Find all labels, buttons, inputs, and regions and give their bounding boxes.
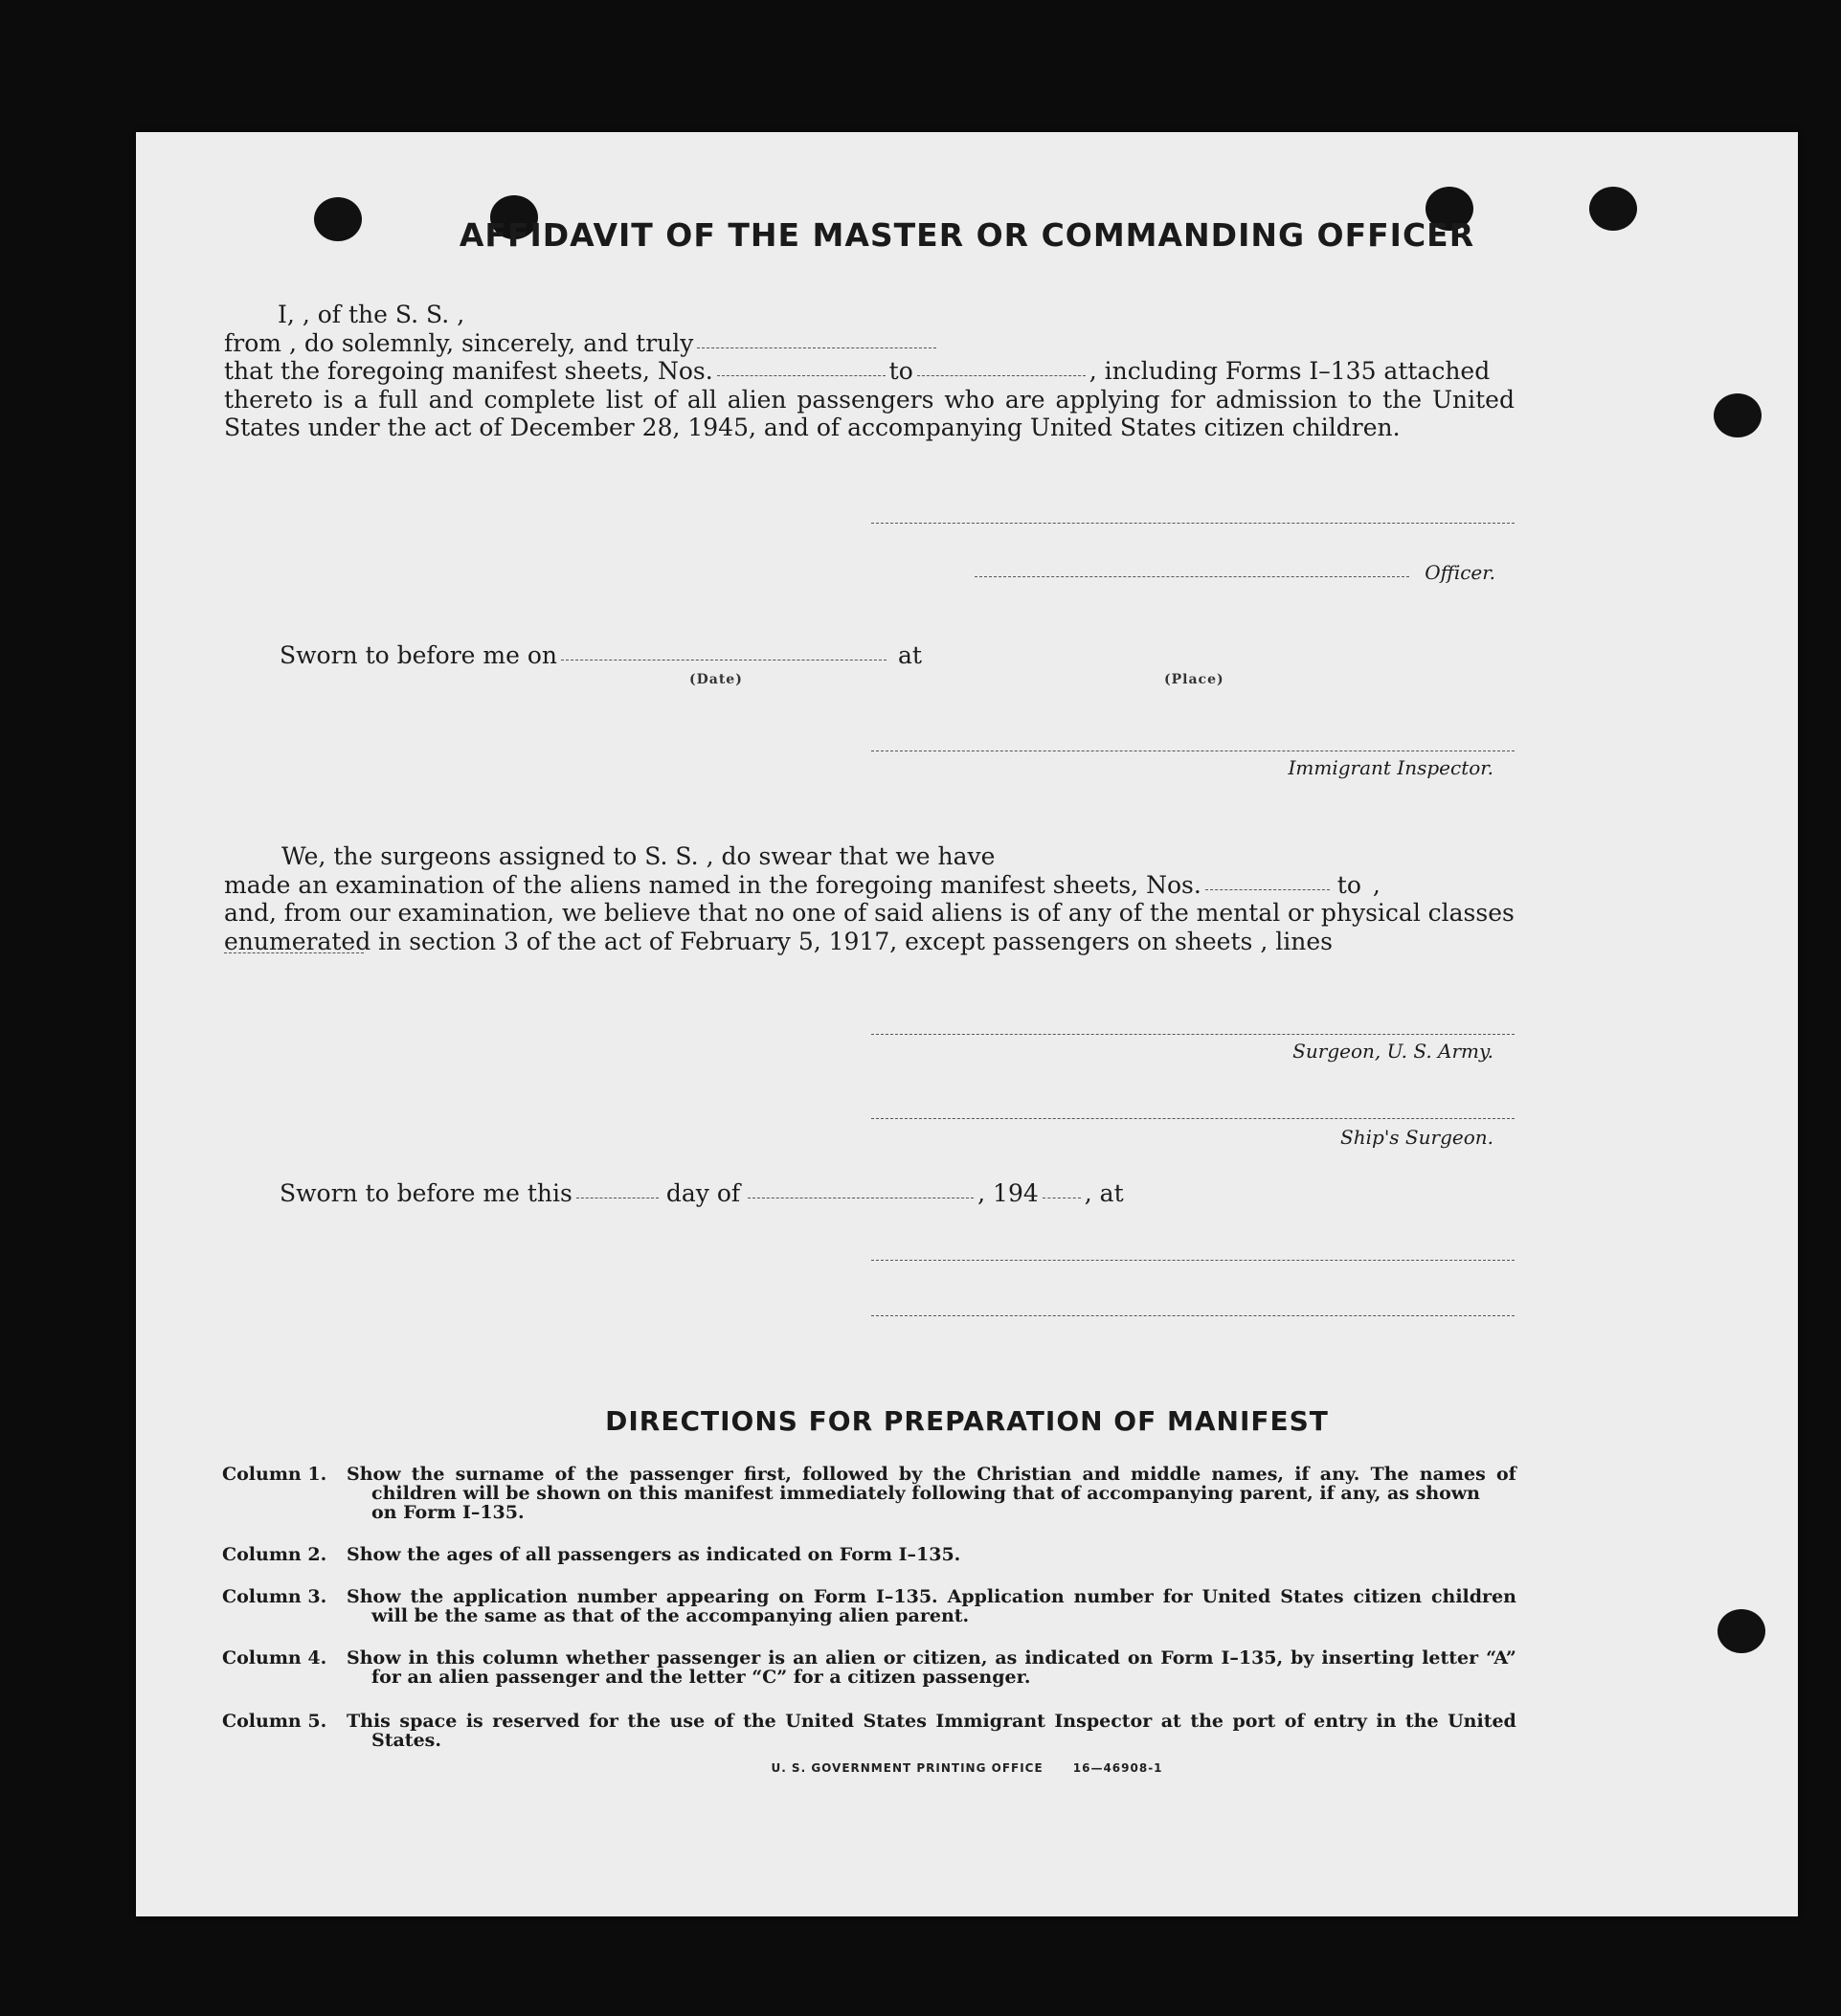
army-surgeon-label: Surgeon, U. S. Army. xyxy=(1292,1040,1493,1063)
affidavit-text: , including Forms I–135 attached xyxy=(1089,357,1491,385)
punch-hole xyxy=(1714,393,1762,437)
direction-text: on Form I–135. xyxy=(371,1502,525,1523)
affidavit-text: States under the act of December 28, 1945, and of accompanying United States citizen children. xyxy=(224,414,1401,441)
ship-surgeon-label: Ship's Surgeon. xyxy=(1340,1126,1493,1149)
oath-type-field[interactable] xyxy=(697,347,936,348)
surgeons-text: , xyxy=(1372,870,1381,899)
direction-text: will be the same as that of the accompanying alien parent. xyxy=(371,1605,970,1626)
sworn-text: , at xyxy=(1084,1179,1124,1207)
surgeons-text: We, the surgeons assigned to S. S. xyxy=(281,842,699,870)
sworn-date-field[interactable] xyxy=(561,660,887,661)
direction-text: Show the surname of the passenger first, followed by the Christian and middle names, if any. The names of xyxy=(347,1464,1516,1485)
direction-row xyxy=(222,1712,1516,1750)
except-lines-field[interactable] xyxy=(224,952,364,953)
direction-text: States. xyxy=(371,1730,441,1751)
surgeons-text: made an examination of the aliens named in the foregoing manifest sheets, Nos. xyxy=(224,870,1201,899)
signature-line[interactable] xyxy=(871,523,1515,524)
direction-row xyxy=(222,1465,1516,1522)
surgeons-text: to xyxy=(1336,870,1361,899)
direction-row xyxy=(222,1545,1516,1564)
affidavit-text: , of the S. S. xyxy=(302,301,450,328)
surgeons-text: and, from our examination, we believe that no one of said aliens is of any of the mental or physical classes xyxy=(224,899,1515,927)
direction-row xyxy=(222,1587,1516,1625)
sworn-text: day of xyxy=(665,1179,741,1207)
inspector-signature-line[interactable] xyxy=(871,750,1515,751)
place-caption: (Place) xyxy=(1164,672,1224,687)
officer-label: Officer. xyxy=(1425,561,1495,584)
sworn-text: Sworn to before me on xyxy=(280,641,558,669)
sworn-text: , 194 xyxy=(977,1179,1039,1207)
affidavit-text: from xyxy=(224,328,281,357)
surgeons-text: , lines xyxy=(1260,927,1333,955)
affidavit-text: to xyxy=(888,357,913,385)
army-surgeon-signature-line[interactable] xyxy=(871,1034,1515,1035)
direction-row xyxy=(222,1648,1516,1687)
surgeons-paragraph xyxy=(224,842,1515,956)
direction-column-label: Column 5. xyxy=(222,1711,327,1732)
direction-text: Show the application number appearing on Form I–135. Application number for United States citizen children xyxy=(347,1586,1516,1607)
direction-text: children will be shown on this manifest immediately following that of accompanying parent, if any, as shown xyxy=(371,1483,1480,1504)
officer-signature-line[interactable] xyxy=(975,576,1409,577)
affidavit-text: , xyxy=(457,301,465,328)
direction-text: Show in this column whether passenger is an alien or citizen, as indicated on Form I–135, by inserting letter “A” xyxy=(347,1647,1516,1669)
direction-column-label: Column 1. xyxy=(222,1464,327,1485)
direction-text: This space is reserved for the use of the United States Immigrant Inspector at the port of entry in the United xyxy=(347,1711,1516,1732)
sworn-date-place xyxy=(280,641,1515,670)
affidavit-text: , do solemnly, sincerely, and truly xyxy=(288,328,694,357)
signature-line[interactable] xyxy=(871,1315,1515,1316)
surgeons-text: , do swear that we have xyxy=(706,842,996,870)
punch-hole xyxy=(1718,1609,1765,1653)
directions-title: DIRECTIONS FOR PREPARATION OF MANIFEST xyxy=(605,1405,1329,1437)
signature-line[interactable] xyxy=(871,1260,1515,1261)
direction-text: for an alien passenger and the letter “C” for a citizen passenger. xyxy=(371,1667,1031,1688)
page-title: AFFIDAVIT OF THE MASTER OR COMMANDING OFFICER xyxy=(459,216,1475,254)
ship-surgeon-signature-line[interactable] xyxy=(871,1118,1515,1119)
affidavit-text: I, xyxy=(278,301,295,328)
direction-text: Show the ages of all passengers as indicated on Form I–135. xyxy=(347,1544,961,1565)
printing-office-footer: U. S. GOVERNMENT PRINTING OFFICE 16—46908-1 xyxy=(771,1761,1163,1775)
direction-column-label: Column 2. xyxy=(222,1544,327,1565)
affidavit-text: thereto is a full and complete list of all alien passengers who are applying for admission to the United xyxy=(224,385,1515,414)
exam-sheet-from-field[interactable] xyxy=(1205,889,1330,890)
form-page xyxy=(136,132,1798,1916)
inspector-label: Immigrant Inspector. xyxy=(1288,756,1493,779)
direction-column-label: Column 3. xyxy=(222,1586,327,1607)
affidavit-paragraph xyxy=(224,301,1515,442)
sworn-text: at xyxy=(898,641,922,669)
date-caption: (Date) xyxy=(689,672,743,687)
sheet-to-field[interactable] xyxy=(917,375,1086,376)
sworn-day-month xyxy=(280,1179,1515,1208)
direction-column-label: Column 4. xyxy=(222,1647,327,1669)
sheet-from-field[interactable] xyxy=(717,375,886,376)
affidavit-text: that the foregoing manifest sheets, Nos. xyxy=(224,357,713,385)
sworn-text: Sworn to before me this xyxy=(280,1179,573,1207)
surgeons-text: enumerated in section 3 of the act of February 5, 1917, except passengers on sheets xyxy=(224,927,1253,955)
